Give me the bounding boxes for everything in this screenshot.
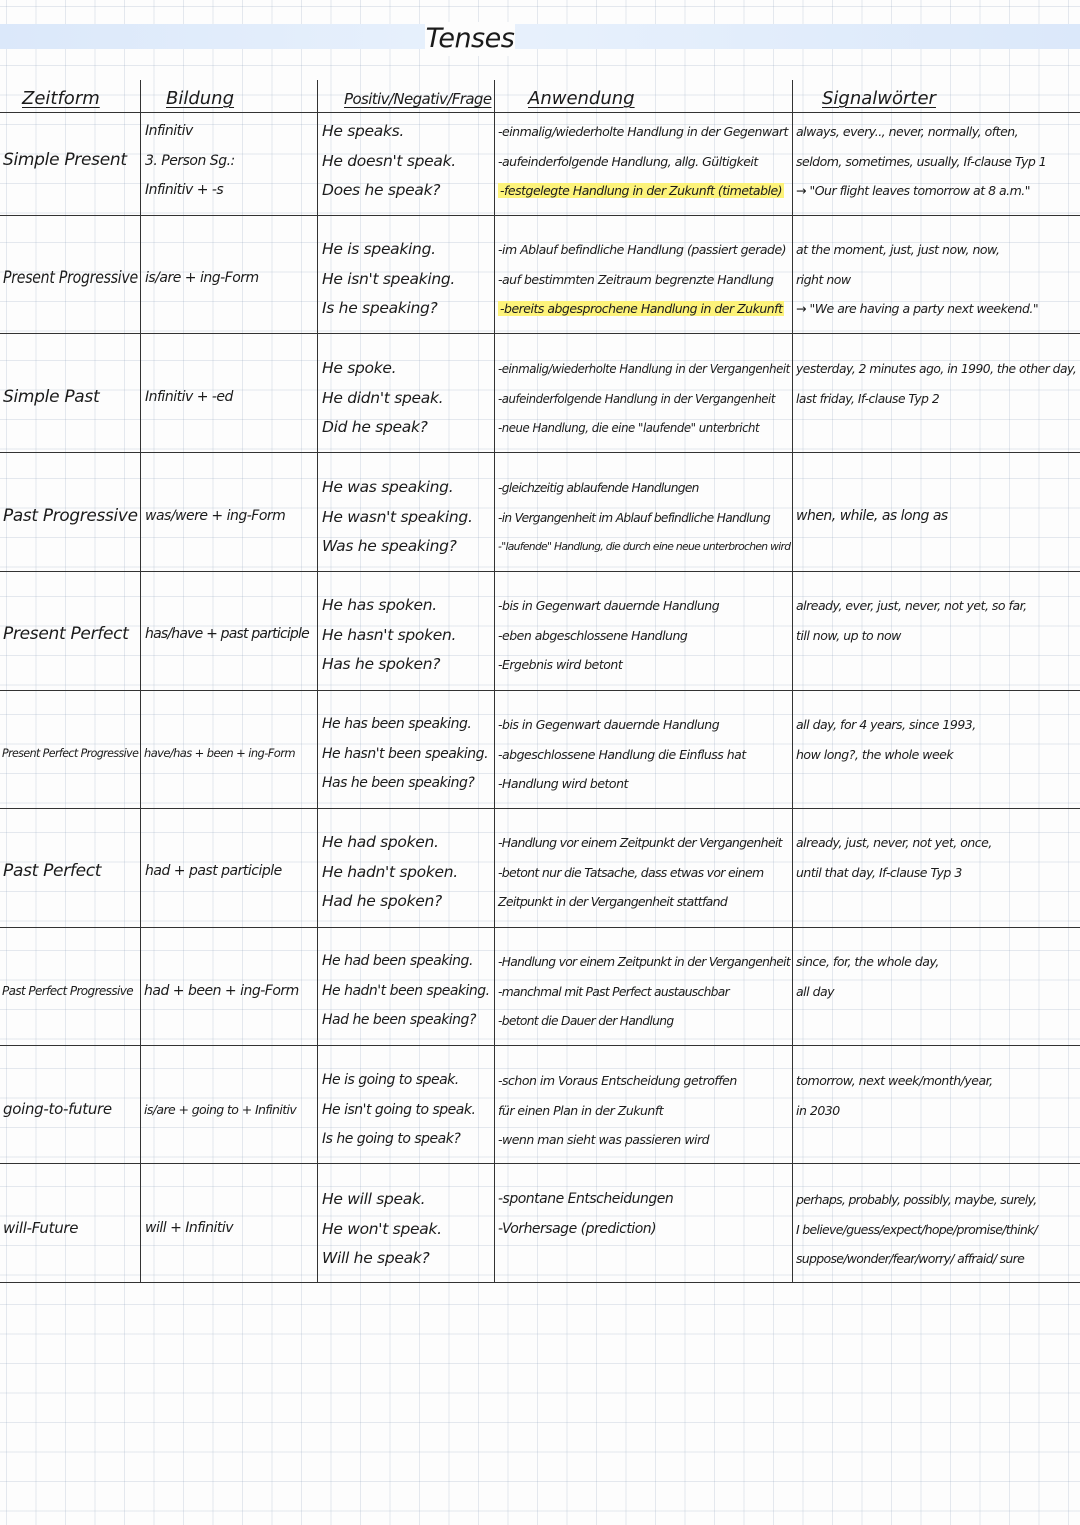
signal-line: already, ever, just, never, not yet, so far, <box>796 598 1027 613</box>
negative-form: He wasn't speaking. <box>322 507 473 526</box>
signal-line: perhaps, probably, possibly, maybe, surely, <box>796 1192 1037 1207</box>
column-divider <box>317 80 318 1282</box>
signal-line: right now <box>796 271 851 287</box>
page-title: Tenses <box>425 23 515 54</box>
signal-line: when, while, as long as <box>796 508 948 524</box>
usage-line: -gleichzeitig ablaufende Handlungen <box>498 480 699 495</box>
signal-line: since, for, the whole day, <box>796 954 939 969</box>
signal-line: last friday, If-clause Typ 2 <box>796 390 940 406</box>
row-divider <box>0 927 1080 928</box>
usage-line-highlighted: -festgelegte Handlung in der Zukunft (timetable) <box>500 183 783 198</box>
signals-cell <box>796 502 948 532</box>
positive-form: He had spoken. <box>322 833 439 851</box>
signal-line: seldom, sometimes, usually, If-clause Typ 1 <box>796 153 1047 169</box>
usage-line: -manchmal mit Past Perfect austauschbar <box>498 983 729 999</box>
signal-line: already, just, never, not yet, once, <box>796 835 992 850</box>
question-form: Will he speak? <box>322 1249 430 1267</box>
usage-cell <box>498 1185 673 1244</box>
header-rule <box>0 112 1080 113</box>
forms-cell <box>322 354 443 443</box>
formation-cell: is/are + going to + Infinitiv <box>144 1102 297 1117</box>
usage-cell <box>498 591 719 680</box>
usage-line: -einmalig/wiederholte Handlung in der Vergangenheit <box>498 361 790 376</box>
row-divider <box>0 452 1080 453</box>
header-usage: Anwendung <box>528 88 635 109</box>
usage-line: -bis in Gegenwart dauernde Handlung <box>498 717 720 732</box>
usage-line: -neue Handlung, die eine "laufende" unterbricht <box>498 420 760 435</box>
question-form: Had he spoken? <box>322 892 442 910</box>
column-divider <box>792 80 793 1282</box>
formation-cell <box>145 117 235 206</box>
forms-cell <box>322 473 473 562</box>
signal-line: tomorrow, next week/month/year, <box>796 1073 993 1088</box>
title-highlight-band <box>0 24 1080 49</box>
usage-line: -Vorhersage (prediction) <box>498 1220 657 1237</box>
signal-line: until that day, If-clause Typ 3 <box>796 864 962 880</box>
usage-line: -aufeinderfolgende Handlung in der Vergangenheit <box>498 390 775 406</box>
formation-cell: had + past participle <box>145 863 282 879</box>
formation-line: Infinitiv + -s <box>145 182 224 198</box>
tense-name: going-to-future <box>3 1100 112 1118</box>
positive-form: He has spoken. <box>322 596 437 614</box>
usage-line: -auf bestimmten Zeitraum begrenzte Handlung <box>498 271 774 287</box>
formation-line: Infinitiv <box>145 123 193 139</box>
signals-cell <box>796 117 1046 206</box>
forms-cell <box>322 710 488 799</box>
formation-cell: was/were + ing-Form <box>145 508 286 524</box>
positive-form: He will speak. <box>322 1190 426 1208</box>
usage-cell <box>498 1066 737 1155</box>
usage-line: -Handlung vor einem Zeitpunkt der Vergangenheit <box>498 835 782 850</box>
signal-line: suppose/wonder/fear/worry/ affraid/ sure <box>796 1251 1025 1266</box>
usage-line: -Handlung vor einem Zeitpunkt in der Vergangenheit <box>498 954 791 969</box>
signals-cell <box>796 591 1027 650</box>
signal-line: how long?, the whole week <box>796 746 954 762</box>
header-forms: Positiv/Negativ/Frage <box>344 90 492 108</box>
usage-cell <box>498 473 790 562</box>
usage-cell <box>498 354 790 443</box>
usage-cell <box>498 828 782 917</box>
usage-line: -Ergebnis wird betont <box>498 657 623 672</box>
negative-form: He won't speak. <box>322 1219 442 1238</box>
signals-cell <box>796 1066 993 1125</box>
usage-line: -schon im Voraus Entscheidung getroffen <box>498 1073 737 1088</box>
positive-form: He speaks. <box>322 122 405 140</box>
positive-form: He is going to speak. <box>322 1072 459 1088</box>
question-form: Has he been speaking? <box>322 775 475 791</box>
negative-form: He hasn't spoken. <box>322 625 457 644</box>
signal-line: till now, up to now <box>796 627 901 643</box>
signal-line: at the moment, just, just now, now, <box>796 242 1000 257</box>
usage-line: -wenn man sieht was passieren wird <box>498 1132 710 1147</box>
question-form: Is he going to speak? <box>322 1131 461 1147</box>
tense-name: Past Perfect Progressive <box>2 984 134 998</box>
column-divider <box>140 80 141 1282</box>
usage-line: -eben abgeschlossene Handlung <box>498 627 688 643</box>
tense-name: will-Future <box>3 1219 79 1237</box>
tense-name: Simple Past <box>3 387 100 407</box>
forms-cell <box>322 591 456 680</box>
negative-form: He hadn't been speaking. <box>322 982 490 999</box>
usage-line: -"laufende" Handlung, die durch eine neue unterbrochen wird <box>498 540 791 553</box>
negative-form: He doesn't speak. <box>322 151 456 170</box>
formation-cell: Infinitiv + -ed <box>145 389 233 405</box>
signals-cell <box>796 710 976 769</box>
signals-cell <box>796 235 1038 324</box>
forms-cell <box>322 235 455 324</box>
tense-name: Present Perfect <box>3 624 129 644</box>
question-form: Had he been speaking? <box>322 1012 476 1028</box>
signal-line: in 2030 <box>796 1102 840 1118</box>
usage-line: -bis in Gegenwart dauernde Handlung <box>498 598 720 613</box>
tense-name: Past Perfect <box>3 861 102 881</box>
usage-line: -einmalig/wiederholte Handlung in der Gegenwart <box>498 124 788 139</box>
usage-line: Zeitpunkt in der Vergangenheit stattfand <box>498 894 728 909</box>
signals-cell <box>796 1185 1037 1274</box>
signals-cell <box>796 354 1076 413</box>
signal-line: always, every.., never, normally, often, <box>796 124 1019 139</box>
negative-form: He hadn't spoken. <box>322 862 458 881</box>
tense-name: Present Perfect Progressive <box>2 746 139 760</box>
usage-line: -in Vergangenheit im Ablauf befindliche Handlung <box>498 509 771 525</box>
row-divider <box>0 333 1080 334</box>
usage-line-highlighted: -bereits abgesprochene Handlung in der Zukunft <box>500 301 783 316</box>
usage-line: -aufeinderfolgende Handlung, allg. Gültigkeit <box>498 153 758 169</box>
formation-cell: had + been + ing-Form <box>144 983 299 999</box>
negative-form: He isn't speaking. <box>322 269 456 288</box>
positive-form: He has been speaking. <box>322 716 472 732</box>
usage-line: -Handlung wird betont <box>498 776 628 791</box>
signal-line: all day <box>796 983 835 999</box>
positive-form: He spoke. <box>322 359 397 377</box>
signal-line: I believe/guess/expect/hope/promise/think/ <box>796 1221 1038 1237</box>
negative-form: He isn't going to speak. <box>322 1101 476 1118</box>
question-form: Has he spoken? <box>322 655 441 673</box>
positive-form: He had been speaking. <box>322 953 473 969</box>
usage-line: -betont nur die Tatsache, dass etwas vor einem <box>498 864 764 880</box>
tense-name: Present Progressive <box>3 268 138 288</box>
forms-cell <box>322 828 458 917</box>
usage-cell <box>498 117 788 206</box>
tense-name: Simple Present <box>3 150 127 170</box>
forms-cell <box>322 117 456 206</box>
forms-cell <box>322 947 490 1036</box>
signals-cell <box>796 828 992 887</box>
usage-line: -abgeschlossene Handlung die Einfluss hat <box>498 746 746 762</box>
column-divider <box>494 80 495 1282</box>
header-tense: Zeitform <box>22 88 100 109</box>
row-divider <box>0 1045 1080 1046</box>
usage-line: für einen Plan in der Zukunft <box>498 1102 664 1118</box>
usage-line: -im Ablauf befindliche Handlung (passiert gerade) <box>498 242 787 257</box>
header-formation: Bildung <box>166 88 235 109</box>
row-divider <box>0 1163 1080 1164</box>
signal-line: → "Our flight leaves tomorrow at 8 a.m." <box>796 183 1031 198</box>
question-form: Did he speak? <box>322 418 428 436</box>
tense-name: Past Progressive <box>3 506 138 526</box>
positive-form: He was speaking. <box>322 478 454 496</box>
usage-line: -spontane Entscheidungen <box>498 1191 674 1207</box>
formation-cell: has/have + past participle <box>145 626 309 642</box>
question-form: Does he speak? <box>322 181 441 199</box>
signal-line: → "We are having a party next weekend." <box>796 301 1039 316</box>
row-divider <box>0 808 1080 809</box>
positive-form: He is speaking. <box>322 240 436 258</box>
signal-line: all day, for 4 years, since 1993, <box>796 717 976 732</box>
header-signals: Signalwörter <box>822 88 936 109</box>
usage-line: -betont die Dauer der Handlung <box>498 1013 674 1028</box>
formation-cell: have/has + been + ing-Form <box>144 746 295 760</box>
row-divider <box>0 215 1080 216</box>
negative-form: He hasn't been speaking. <box>322 745 489 762</box>
row-divider <box>0 1282 1080 1283</box>
forms-cell <box>322 1185 442 1274</box>
formation-cell: will + Infinitiv <box>145 1220 233 1236</box>
usage-cell <box>498 235 786 324</box>
formation-cell: is/are + ing-Form <box>145 270 259 286</box>
usage-cell <box>498 710 746 799</box>
row-divider <box>0 571 1080 572</box>
signals-cell <box>796 947 939 1006</box>
forms-cell <box>322 1066 475 1155</box>
negative-form: He didn't speak. <box>322 388 444 407</box>
question-form: Was he speaking? <box>322 537 457 555</box>
formation-line: 3. Person Sg.: <box>145 152 235 169</box>
signal-line: yesterday, 2 minutes ago, in 1990, the other day, <box>796 361 1077 376</box>
usage-cell <box>498 947 790 1036</box>
row-divider <box>0 690 1080 691</box>
question-form: Is he speaking? <box>322 299 438 317</box>
